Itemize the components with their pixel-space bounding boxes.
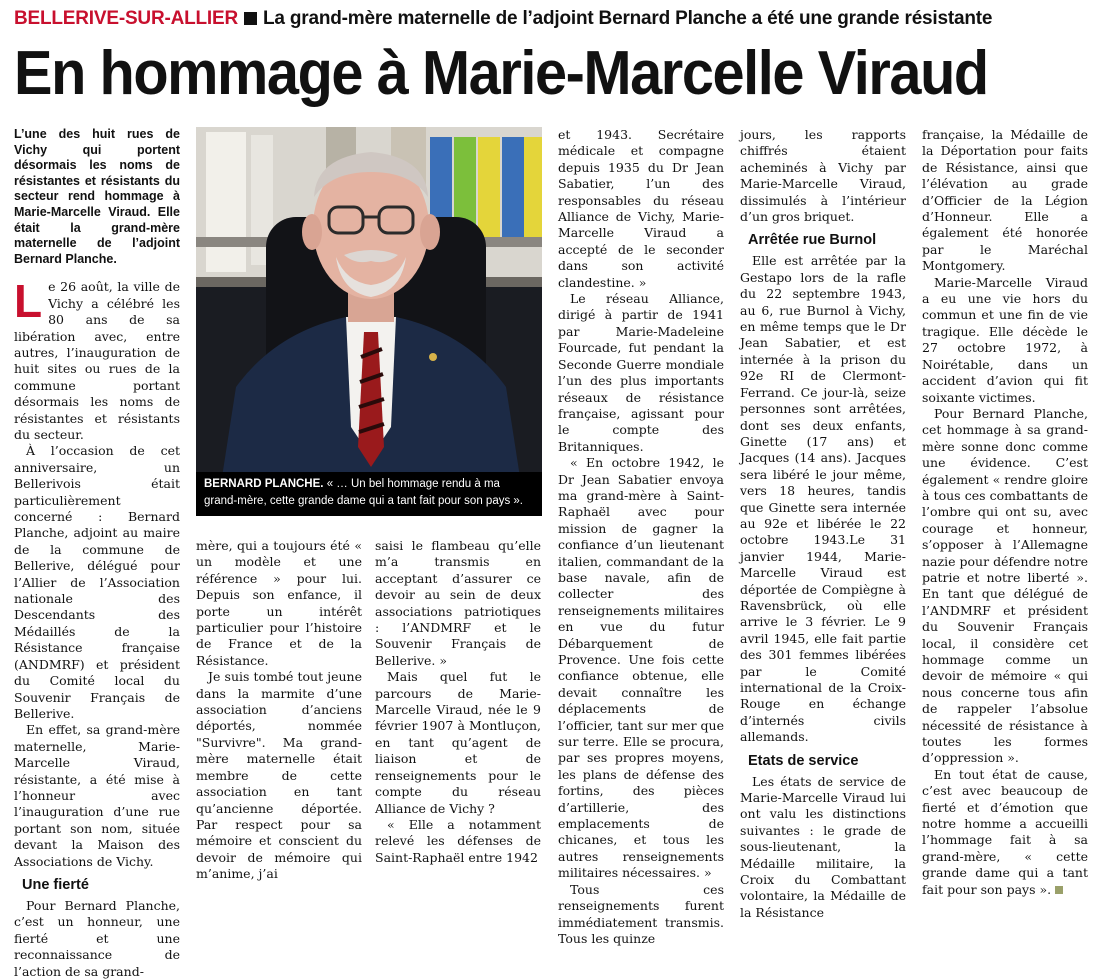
paragraph: jours, les rapports chiffrés étaient acheminés à Vichy par Marie-Marcelle Viraud, dissimulés à l’intérieur d’un gros briquet. [740, 127, 906, 225]
paragraph: Elle est arrêtée par la Gestapo lors de la rafle du 22 septembre 1943, au 6, rue Burnol à Vichy, en même temps que le Dr Jean Sabatier, et est internée à la prison du 92e RI de Clermont-Ferrand. Ce jour-là, seize personnes sont arrêtées, dont ses deux enfants, Ginette (17 ans) et Jacques (14 ans). Jacques sera libéré le jour même, vers 18 heures, tandis que Ginette sera internée au 92e et libérée le 22 octobre 1943.Le 31 janvier 1944, Marie-Marcelle Viraud est déportée de Compiègne à Ravensbrück, où elle arrive le 3 février. Le 9 avril 1945, elle fait partie des 301 femmes libérées par le Comité international de la Croix-Rouge en échange d’internés civils allemands. [740, 253, 906, 745]
end-mark-icon [1055, 886, 1063, 894]
paragraph: et 1943. Secrétaire médicale et compagne depuis 1935 du Dr Jean Sabatier, l’un des responsables du réseau Alliance de Vichy, Marie-Marcelle Viraud a accepté de le seconder dans son activité clandestine. » [558, 127, 724, 290]
subheading: Arrêtée rue Burnol [748, 232, 877, 249]
drop-cap: L [14, 275, 43, 328]
paragraph: À l’occasion de cet anniversaire, un Bellerivois était particulièrement concerné : Bernard Planche, adjoint au maire de la commune de Bellerive, délégué pour l’Allier de l’Association nationale des Descendants des Médaillés de la Résistance française (ANDMRF) et président du Comité local du Souvenir Français de Bellerive. [14, 443, 180, 721]
subheading: Une fierté [22, 876, 89, 893]
paragraph: mère, qui a toujours été « un modèle et une référence » pour lui. Depuis son enfance, il porte un intérêt particulier pour l’histoire de France et de la Résistance. [196, 538, 362, 668]
paragraph: « En octobre 1942, le Dr Jean Sabatier envoya ma grand-mère à Saint-Raphaël avec pour mission de gagner la confiance d’un lieutenant italien, commandant de la base navale, afin de collecter des renseignements militaires en vue du futur Débarquement de Provence. Une fois cette confiance obtenue, elle devait connaître les déplacements de l’officier, tant sur mer que sur terre. Elle se procura, par ses propres moyens, les plans de défense des fortins, des pièces d’artillerie, des emplacements de chicanes, et tous les autres renseignements militaires nécessaires. » [558, 455, 724, 881]
kicker-square-icon [244, 12, 257, 25]
paragraph [922, 767, 1088, 898]
paragraph: Je suis tombé tout jeune dans la marmite d’une association d’anciens déportés, nommée "Survivre". Ma grand-mère maternelle était membre de cette association en tant qu’ancienne déportée. Par respect pour sa mémoire et conscient du devoir de mémoire qui m’anime, j’ai [196, 669, 362, 882]
paragraph: Marie-Marcelle Viraud a eu une vie hors du commun et une fin de vie tragique. Elle décède le 27 octobre 1972, à Noirétable, dans un accident d’avion qui fit soixante victimes. [922, 274, 1088, 405]
paragraph: Tous ces renseignements furent immédiatement transmis. Tous les quinze [558, 881, 724, 946]
paragraph: française, la Médaille de la Déportation pour faits de Résistance, ainsi que l’élévation au grade d’Officier de la Légion d’Honneur. Elle a également été honorée par le Maréchal Montgomery. [922, 127, 1088, 274]
caption-text: « … Un bel hommage rendu à ma grand-mère, cette grande dame qui a tant fait pour son pays ». [204, 478, 523, 507]
lead-paragraph: L’une des huit rues de Vichy qui portent désormais les noms de résistantes et résistants du secteur rend hommage à Marie-Marcelle Viraud. Elle était la grand-mère maternelle de l’adjoint Bernard Planche. [14, 127, 180, 266]
paragraph-text: e 26 août, la ville de Vichy a célébré les 80 ans de sa libération avec, entre autres, l’inauguration de huit sites ou rues de la commune portant désormais les noms de résistantes et résistants du secteur. [14, 279, 180, 442]
caption-name: BERNARD PLANCHE. [204, 478, 324, 490]
paragraph: Les états de service de Marie-Marcelle Viraud lui ont valu les distinctions suivantes : le grade de sous-lieutenant, la Médaille militaire, la Croix du Combattant volontaire, la Médaille de la Résistance [740, 773, 906, 920]
photo-caption [196, 472, 542, 516]
paragraph: Le réseau Alliance, dirigé à partir de 1941 par Marie-Madeleine Fourcade, fut pendant la Seconde Guerre mondiale l’un des plus importants réseaux de résistance française, agissant pour le compte des Britanniques. [558, 291, 724, 454]
headline: En hommage à Marie-Marcelle Viraud [14, 39, 988, 108]
column-5 [740, 127, 906, 920]
paragraph: Pour Bernard Planche, c’est un honneur, une fierté et une reconnaissance de l’action de sa grand- [14, 897, 180, 979]
kicker-place: BELLERIVE-SUR-ALLIER [14, 8, 239, 29]
column-3 [375, 538, 541, 865]
kicker [14, 7, 1094, 31]
paragraph [14, 275, 180, 443]
portrait-photo [196, 127, 542, 516]
paragraph: Mais quel fut le parcours de Marie-Marcelle Viraud, née le 9 février 1907 à Montluçon, en tant qu’agent de liaison et de renseignements pour le compte du réseau Alliance de Vichy ? [375, 669, 541, 816]
column-1 [14, 127, 180, 979]
subheading: Etats de service [748, 752, 859, 769]
paragraph: En effet, sa grand-mère maternelle, Marie-Marcelle Viraud, résistante, a été mise à l’honneur avec l’inauguration d’une rue portant son nom, située devant la Maison des Associations de Vichy. [14, 722, 180, 869]
column-6 [922, 127, 1088, 897]
paragraph: saisi le flambeau qu’elle m’a transmis en acceptant d’assurer ce devoir au sein de deux associations patriotiques : l’ANDMRF et le Souvenir Français de Bellerive. » [375, 538, 541, 668]
paragraph: « Elle a notamment relevé les défenses de Saint-Raphaël entre 1942 [375, 816, 541, 865]
kicker-text: La grand-mère maternelle de l’adjoint Bernard Planche a été une grande résistante [263, 8, 993, 29]
paragraph-text: En tout état de cause, c’est avec beaucoup de fierté et d’émotion que notre homme a accueilli l’hommage fait à sa grand-mère, « cette grande dame qui a tant fait pour son pays ». [922, 766, 1088, 897]
portrait-image [196, 127, 542, 516]
column-2 [196, 538, 362, 882]
column-4 [558, 127, 724, 946]
paragraph: Pour Bernard Planche, cet hommage à sa grand-mère sonne donc comme une évidence. C’est également « rendre gloire à tous ces combattants de l’ombre qui ont su, avec courage et honneur, s’opposer à l’Allemagne nazie pour défendre notre patrie et notre liberté ». En tant que délégué de l’ANDMRF et président du Souvenir Français local, il considère cet hommage comme un devoir de mémoire « qui nous concerne tous afin de rappeler l’absolue nécessité de résistance à toutes les formes d’oppression ». [922, 405, 1088, 766]
